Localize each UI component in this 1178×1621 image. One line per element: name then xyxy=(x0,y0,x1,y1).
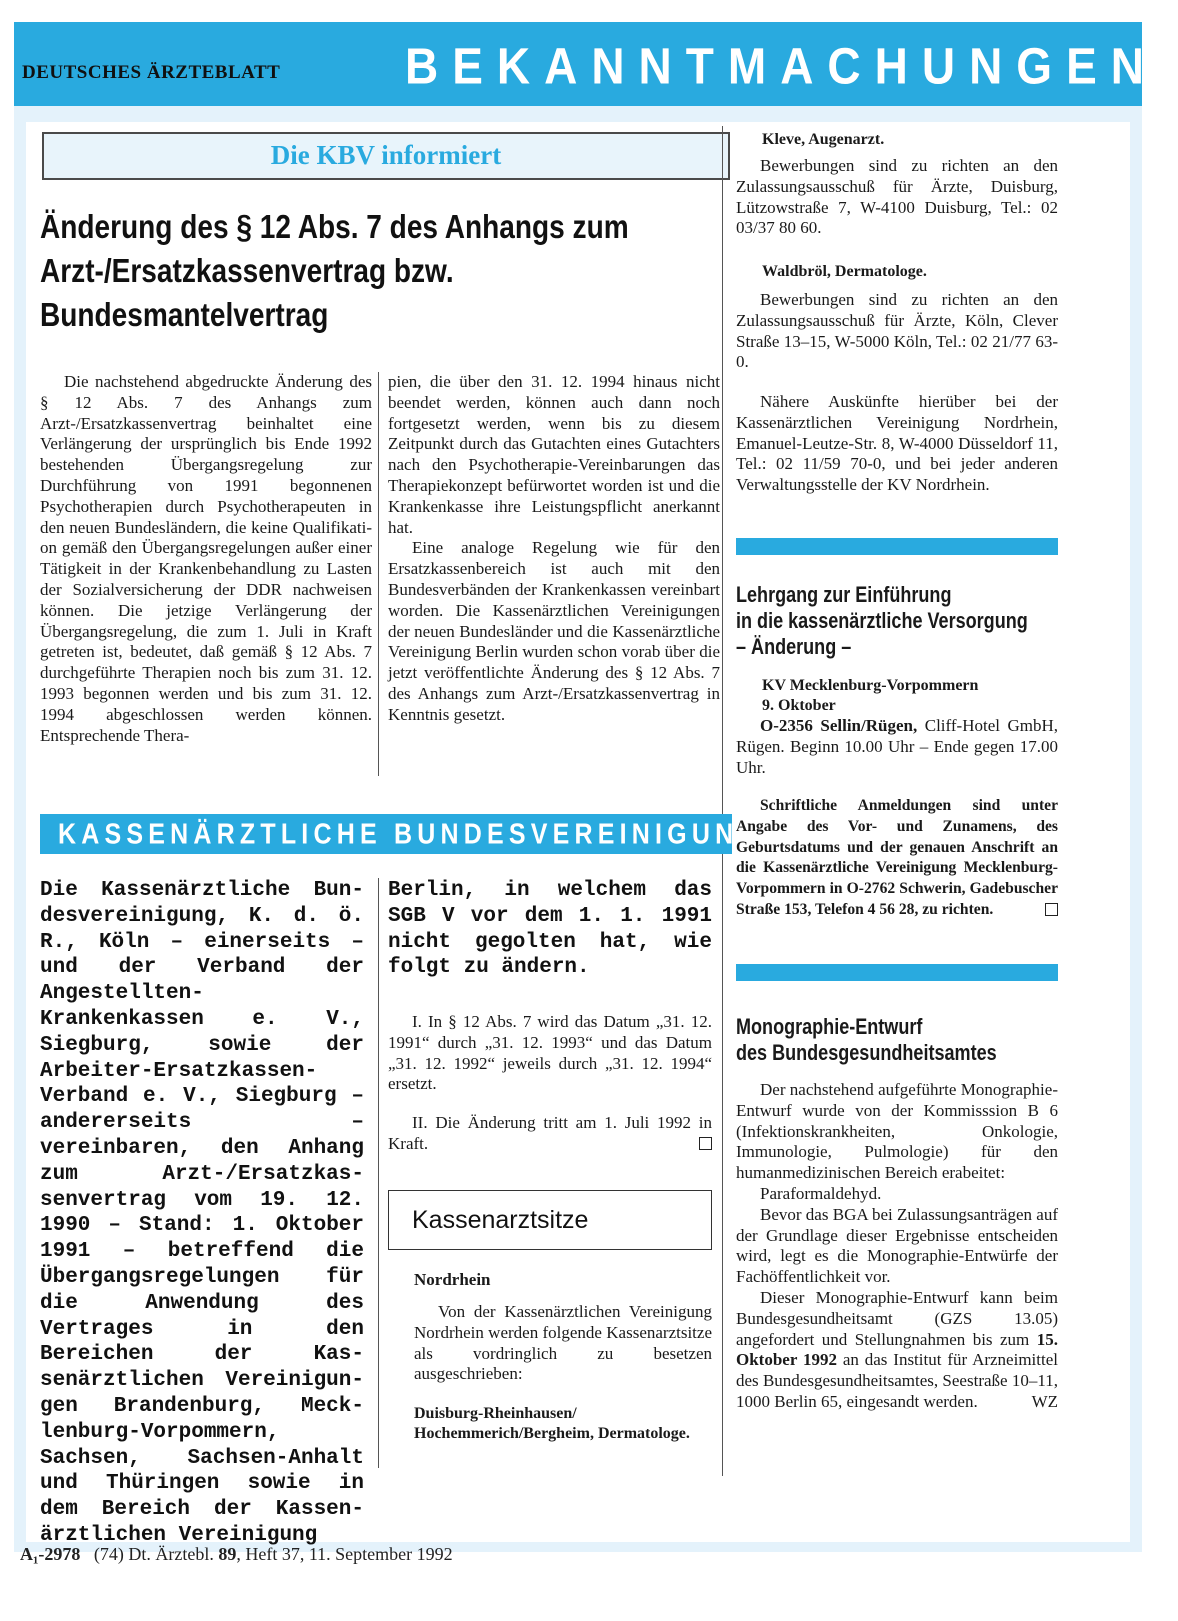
kbv-info-label: Die KBV informiert xyxy=(270,140,502,170)
journal-name: DEUTSCHES ÄRZTEBLATT xyxy=(22,62,281,83)
article-paragraph: Eine analoge Regelung wie für den Ersatzkassenbereich ist auch mit den Bundesverbänden der Krankenkassen vereinbart worden. Die Kassenärztlichen Vereinigungen der neuen Bundesländer und die Kassenärztliche Vereinigung Berlin wurden schon vorab über die jetzt veröffentlichte Änderung des § 12 Abs. 7 des Anhangs zum Arzt-/Ersatzkassenvertrag in Kenntnis gesetzt. xyxy=(388,538,720,724)
author-signature: WZ xyxy=(1031,1391,1058,1411)
monographie-paragraph: Bevor das BGA bei Zulassungsanträgen auf der Grundlage dieser Ergebnisse entscheiden wird, legt es die Monographie-Entwürfe der Fachöffentlichkeit vor. xyxy=(736,1204,1058,1287)
column-divider xyxy=(378,878,379,1468)
listing-entry-2-text: Bewerbungen sind zu richten an den Zulassungsausschuß für Ärzte, Duisburg, Lützowstraße 7, W-4100 Duisburg, Tel.: 02 03/37 80 60. xyxy=(736,156,1058,238)
lehrgang-title-line: – Änderung – xyxy=(736,634,852,659)
region-heading: Nordrhein xyxy=(414,1270,491,1289)
monographie-paragraph: Paraformaldehyd. xyxy=(760,1183,882,1203)
article-column-1 xyxy=(40,372,372,746)
kassenarztsitze-intro xyxy=(414,1302,712,1385)
info-text: Nähere Auskünfte hierüber bei der Kassenärztlichen Vereinigung Nordrhein, Emanuel-Leutze-Str. 8, W-4000 Düsseldorf 11, Tel.: 02 11/59 70-0, und bei jeder anderen Verwaltungsstelle der KV Nordrhein. xyxy=(736,392,1058,495)
citation-issue: , Heft 37, 11. September 1992 xyxy=(236,1544,453,1564)
kbv-section-label: KASSENÄRZTLICHE BUNDESVEREINIGUNG xyxy=(58,818,763,851)
section-divider-bar xyxy=(736,964,1058,981)
article-paragraph: pien, die über den 31. 12. 1994 hinaus nicht beendet werden, können auch dann noch fortgesetzt werden, wenn bis zu diesem Zeitpunkt durch das Gutachten eines Gutachters nach den Psychotherapie-Vereinbarungen das Therapiekonzept befürwortet worden ist und die Krankenkasse ihre Leistungspflicht anerkannt hat. xyxy=(388,372,720,537)
article-title: Änderung des § 12 Abs. 7 des Anhangs zum Arzt-/Ersatzkassenvertrag bzw. Bundesmantelvertrag xyxy=(40,208,629,333)
deadline-date: 15. Oktober 1992 xyxy=(736,1329,1059,1370)
amendment-items xyxy=(388,1012,712,1173)
column-divider xyxy=(722,126,723,1476)
lehrgang-kv: KV Mecklenburg-Vorpommern xyxy=(762,677,979,694)
volume-number: 89 xyxy=(218,1544,237,1564)
listing-entry-2-heading: Kleve, Augenarzt. xyxy=(762,131,885,148)
lehrgang-registration xyxy=(736,796,1058,921)
monographie-title-line: Monographie-Entwurf xyxy=(736,1014,923,1039)
listing-entry-3-heading: Waldbröl, Dermatologe. xyxy=(762,263,927,280)
lehrgang-date: 9. Oktober xyxy=(762,697,836,714)
article-column-2 xyxy=(388,372,720,726)
monographie-paragraph: Der nachstehend aufgeführte Monographie-Entwurf wurde von der Kommisssion B 6 (Infektionskrankheiten, Onkologie, Immunologie, Pulmologie) für den humanmedizinischen Bereich erabeitet: xyxy=(736,1080,1058,1183)
end-mark-icon xyxy=(699,1137,712,1150)
listing-entry-2-body xyxy=(736,156,1058,239)
kassenarztsitze-title: Kassenarztsitze xyxy=(412,1206,589,1234)
listing-entry-3-text: Bewerbungen sind zu richten an den Zulassungsausschuß für Ärzte, Köln, Clever Straße 13–15, W-5000 Köln, Tel.: 02 21/77 63-0. xyxy=(736,290,1058,372)
lehrgang-place-rest: Cliff-Hotel GmbH, Rügen. Beginn 10.00 Uhr – Ende gegen 17.00 Uhr. xyxy=(736,716,1058,777)
amendment-item-2: II. Die Änderung tritt am 1. Juli 1992 in Kraft. xyxy=(388,1113,712,1153)
monographie-paragraph: Dieser Monographie-Entwurf kann beim Bundesgesundheitsamt (GZS 13.05) angefordert und Stellungnahmen bis zum 15. Oktober 1992 an das Institut für Arzneimittel des Bundesgesundheitsamtes, Seestraße 10–11, 1000 Berlin 65, eingesandt werden. WZ xyxy=(736,1287,1059,1411)
lehrgang-title xyxy=(736,582,1064,660)
monographie-body xyxy=(736,1080,1058,1413)
citation: (74) Dt. Ärztebl. xyxy=(93,1544,214,1564)
listing-entry-3-body xyxy=(736,290,1058,373)
lehrgang-title-line: Lehrgang zur Einführung xyxy=(736,582,952,607)
lehrgang-place-bold: O-2356 Sellin/Rügen, xyxy=(760,716,918,735)
agreement-column-1: Die Kassenärztliche Bundesvereinigung, K. d. ö. R., Köln – einerseits – und der Verband der Angestellten-Krankenkassen e. V., Siegburg, sowie der Arbeiter-Ersatzkassen-Verband e. V., Siegburg – andererseits – vereinbaren, den Anhang zum Arzt-/Ersatzkassenvertrag vom 19. 12. 1990 – Stand: 1. Oktober 1991 – betreffend die Übergangsregelungen für die Anwendung des Vertrages in den Bereichen der Kassenärztlichen Vereinigungen Brandenburg, Mecklenburg-Vorpommern, Sachsen, Sachsen-Anhalt und Thüringen sowie in dem Bereich der Kassenärztlichen Vereinigung xyxy=(40,879,364,1547)
article-paragraph: Die nachstehend abgedruckte Änderung des § 12 Abs. 7 des Anhangs zum Arzt-/Ersatzkassenvertrag beinhaltet eine Verlängerung der ursprünglich bis Ende 1992 bestehenden Übergangsregelung zur Durchführung von 1991 begonnenen Psychotherapien durch Psychotherapeuten in den neuen Bundesländern, die keine Qualifikation gemäß den Übergangsregelungen außer einer Tätigkeit in der Krankenbehandlung zu Lasten der Sozialversicherung der DDR nachweisen können. Die jetzige Verlängerung der Übergangsregelung, die zum 1. Juli in Kraft getreten ist, bedeutet, daß gemäß § 12 Abs. 7 durchgeführte Therapien noch bis zum 31. 12. 1993 begonnen werden und bis zum 31. 12. 1994 abgeschlossen werden können. Entsprechende Thera- xyxy=(40,372,372,745)
page-code: A₁-2978 xyxy=(20,1544,81,1564)
intro-paragraph: Von der Kassenärztlichen Vereinigung Nordrhein werden folgende Kassenarztsitze als vordringlich zu besetzen ausgeschrieben: xyxy=(414,1302,712,1384)
section-title: BEKANNTMACHUNGEN xyxy=(405,37,1158,95)
monographie-title-line: des Bundesgesundheitsamtes xyxy=(736,1040,997,1065)
section-divider-bar xyxy=(736,538,1058,555)
monographie-title xyxy=(736,1014,1064,1066)
info-paragraph xyxy=(736,392,1058,496)
lehrgang-place xyxy=(736,716,1058,778)
page-footer xyxy=(20,1544,453,1565)
column-divider xyxy=(378,372,379,776)
end-mark-icon xyxy=(1045,903,1058,916)
lehrgang-title-line: in die kassenärztliche Versorgung xyxy=(736,608,1028,633)
amendment-item-1: I. In § 12 Abs. 7 wird das Datum „31. 12. 1991“ durch „31. 12. 1993“ und das Datum „31. 12. 1992“ jeweils durch „31. 12. 1994“ ersetzt. xyxy=(388,1012,712,1094)
listing-entry-1: Duisburg-Rheinhausen/ Hochemmerich/Bergheim, Dermatologe. xyxy=(414,1405,690,1442)
registration-text: Schriftliche Anmeldungen sind unter Angabe des Vor- und Zunamens, des Geburtsdatums und der genauen Anschrift an die Kassenärztliche Vereinigung Mecklenburg-Vorpommern in O-2762 Schwerin, Gadebuscher Straße 153, Telefon 4 56 28, zu richten. xyxy=(736,797,1058,918)
agreement-column-2: Berlin, in welchem das SGB V vor dem 1. 1. 1991 nicht gegolten hat, wie folgt zu ändern. xyxy=(388,879,712,980)
